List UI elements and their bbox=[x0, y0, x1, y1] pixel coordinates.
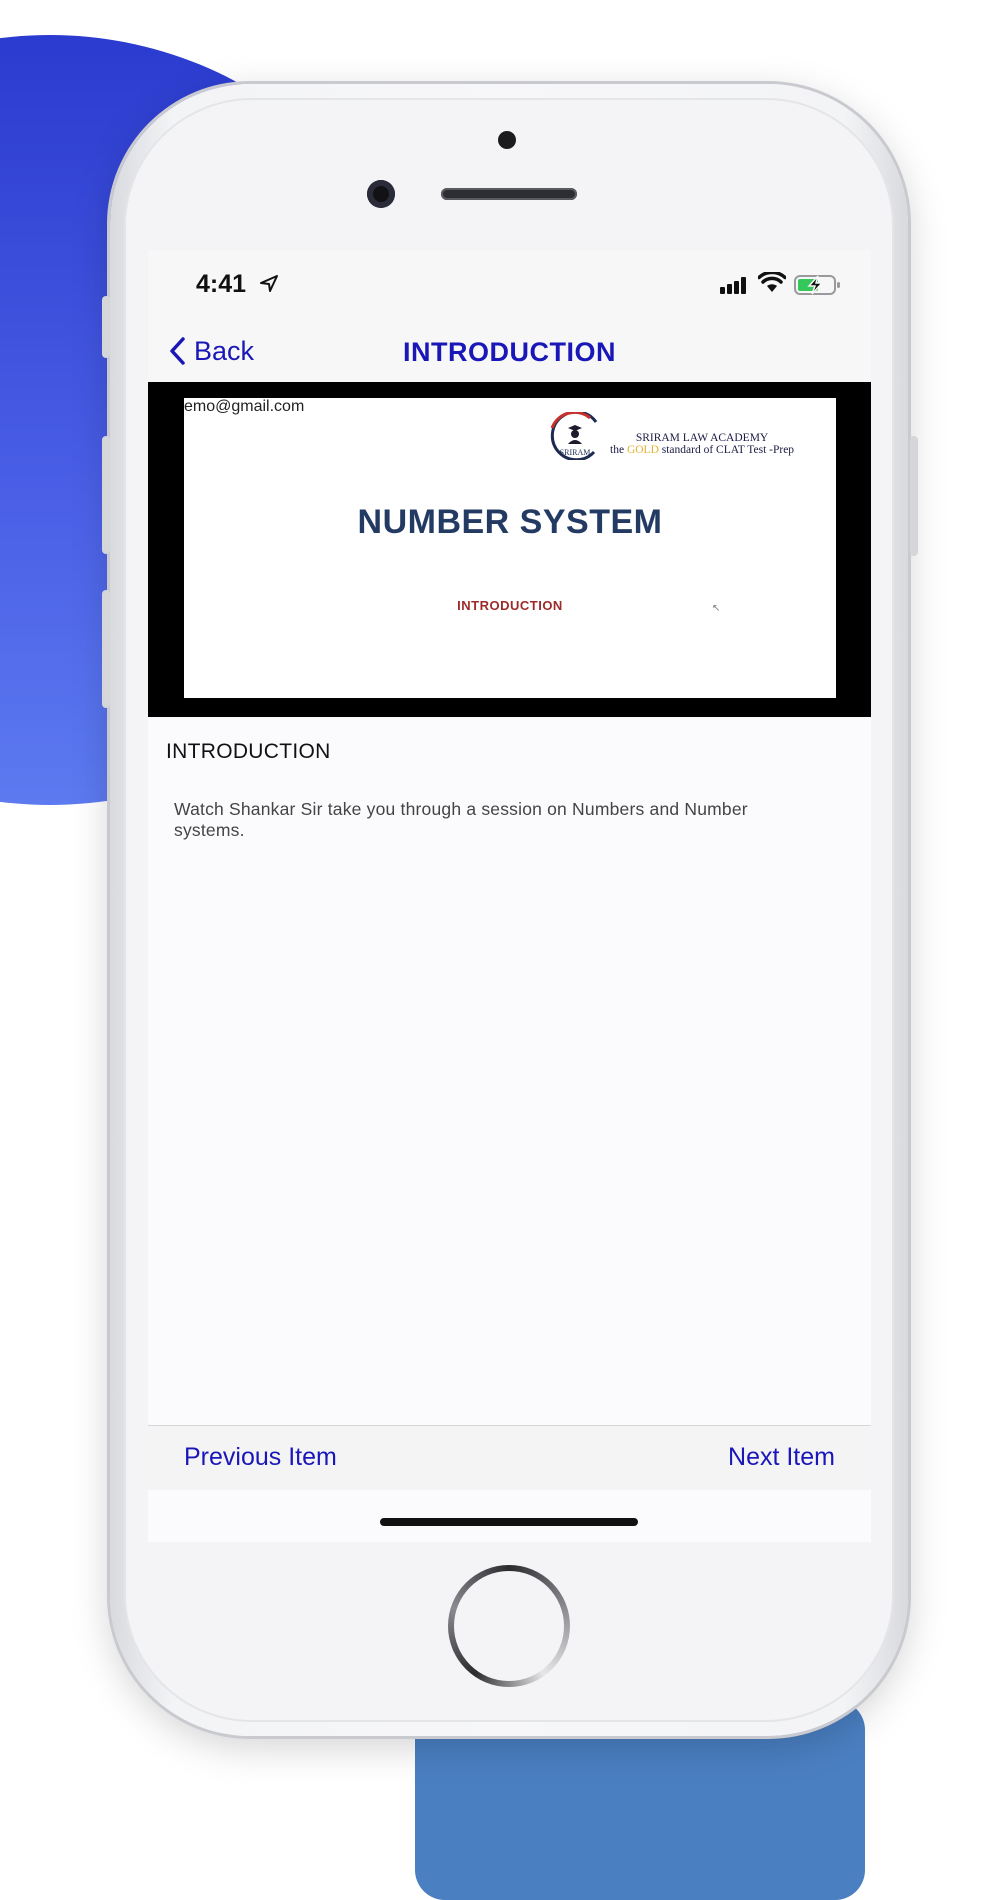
bottom-navigation bbox=[148, 1425, 871, 1490]
status-time: 4:41 bbox=[196, 270, 247, 298]
wifi-icon bbox=[758, 272, 786, 294]
video-player[interactable] bbox=[148, 382, 871, 717]
earpiece-speaker bbox=[441, 188, 577, 200]
status-bar bbox=[148, 250, 871, 320]
mute-switch bbox=[102, 296, 110, 358]
battery-charging-icon bbox=[794, 274, 842, 296]
volume-up-button bbox=[102, 436, 110, 554]
home-indicator bbox=[380, 1518, 638, 1526]
power-button bbox=[910, 436, 918, 556]
location-arrow-icon bbox=[259, 274, 279, 292]
video-frame bbox=[184, 398, 836, 698]
slide-subtitle: INTRODUCTION bbox=[457, 598, 563, 613]
item-description: Watch Shankar Sir take you through a session on Numbers and Number systems. bbox=[174, 799, 748, 840]
proximity-sensor bbox=[498, 131, 516, 149]
cellular-signal-icon bbox=[720, 276, 750, 294]
front-camera bbox=[367, 180, 395, 208]
app-screen bbox=[148, 250, 871, 1542]
academy-logo-icon bbox=[544, 412, 602, 460]
item-title: INTRODUCTION bbox=[166, 740, 331, 763]
previous-item-button[interactable]: Previous Item bbox=[184, 1443, 337, 1471]
academy-tagline: the GOLD standard of CLAT Test -Prep bbox=[610, 444, 795, 456]
back-button-label: Back bbox=[194, 335, 255, 366]
page-title: INTRODUCTION bbox=[403, 337, 616, 367]
next-item-button[interactable]: Next Item bbox=[728, 1443, 835, 1471]
mouse-cursor-icon: ↖ bbox=[712, 603, 721, 614]
volume-down-button bbox=[102, 590, 110, 708]
slide-title: NUMBER SYSTEM bbox=[357, 503, 663, 541]
academy-name: SRIRAM LAW ACADEMY bbox=[635, 432, 769, 444]
logo-text: SRIRAM bbox=[559, 448, 591, 457]
watermark-email: emo@gmail.com bbox=[184, 398, 305, 415]
navigation-bar bbox=[148, 320, 871, 382]
academy-branding bbox=[610, 432, 794, 456]
home-button[interactable] bbox=[448, 1565, 570, 1687]
